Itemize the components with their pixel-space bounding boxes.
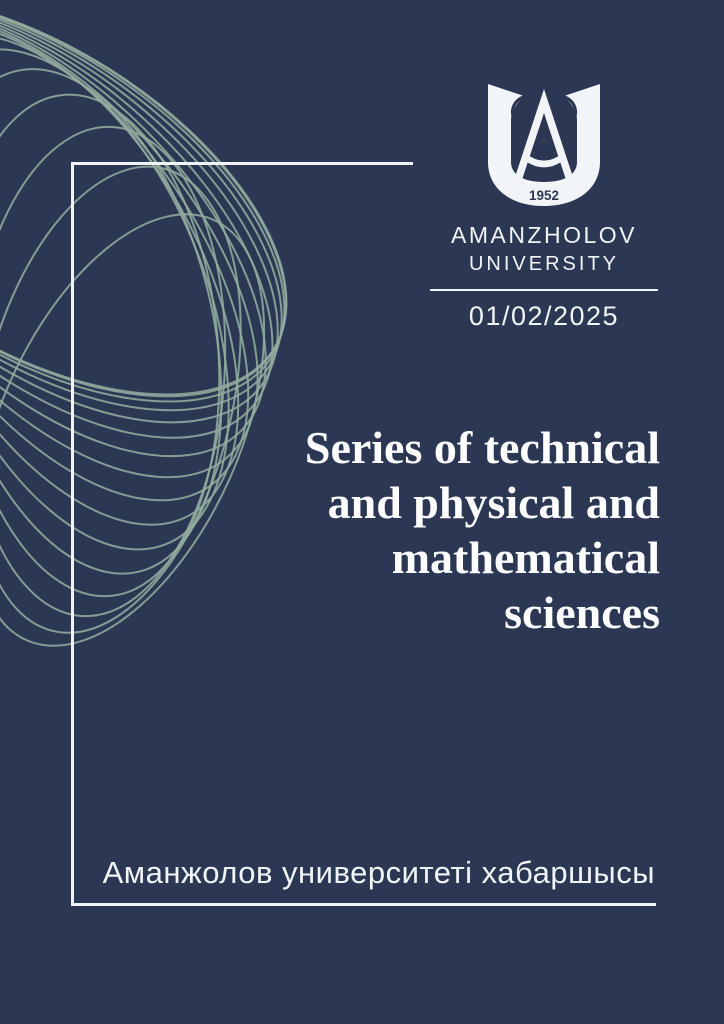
series-title-line: and physical and [327, 477, 660, 528]
series-title-line: mathematical [391, 532, 660, 583]
university-name-line1: AMANZHOLOV [450, 222, 638, 248]
university-shield-logo-icon [474, 76, 614, 212]
journal-name: Аманжолов университеті хабаршысы [102, 855, 655, 890]
series-title [140, 420, 660, 640]
logo-separator-line [430, 289, 658, 291]
university-name-line2: UNIVERSITY [468, 253, 620, 275]
series-title-line: sciences [504, 587, 660, 638]
university-logo-block [430, 76, 658, 332]
frame-left-line [71, 162, 74, 906]
founded-year: 1952 [528, 188, 560, 203]
frame-bottom-line [71, 903, 656, 906]
frame-top-line [71, 162, 413, 165]
series-title-line: Series of technical [304, 422, 660, 473]
letter-a-crossbar [524, 156, 564, 164]
issue-date: 01/02/2025 [468, 301, 620, 331]
